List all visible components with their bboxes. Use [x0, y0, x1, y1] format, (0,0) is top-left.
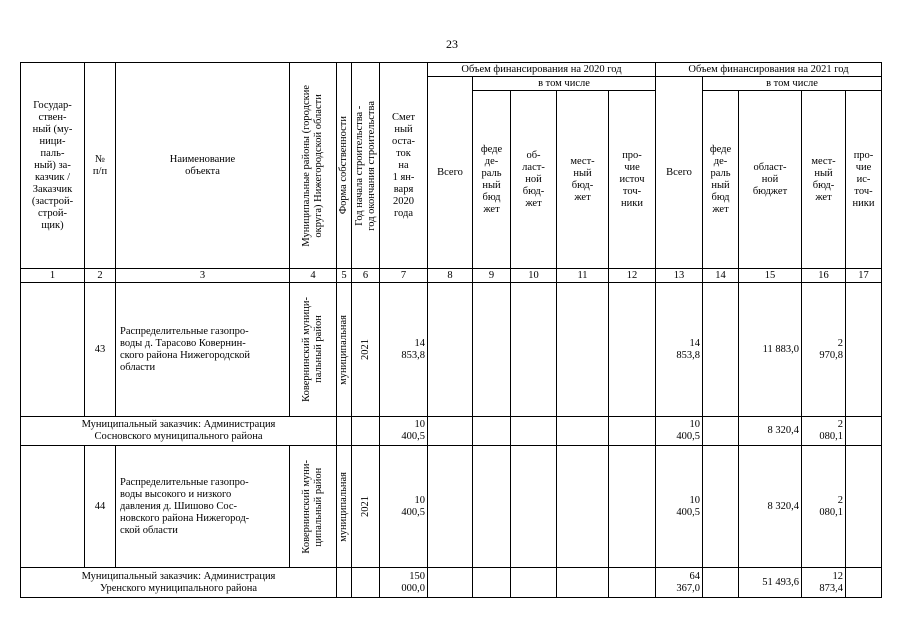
local-2021-value: 12 873,4	[802, 568, 846, 598]
col-number: 10	[511, 269, 557, 283]
regional-2021-value: 8 320,4	[739, 446, 802, 568]
col-number: 5	[337, 269, 352, 283]
empty-cell	[609, 283, 656, 417]
empty-cell	[609, 446, 656, 568]
years: 2021	[359, 496, 371, 517]
col-number: 9	[473, 269, 511, 283]
header-fin-2020: Объем финансирования на 2020 год	[428, 63, 656, 77]
col-number: 13	[656, 269, 703, 283]
total-2021-value: 64 367,0	[656, 568, 703, 598]
ownership-cell	[337, 283, 352, 417]
col-number: 16	[802, 269, 846, 283]
empty-cell	[557, 417, 609, 446]
total-2021-value: 10 400,5	[656, 417, 703, 446]
total-2021-value: 14 853,8	[656, 283, 703, 417]
financing-table	[20, 62, 882, 598]
col-number: 8	[428, 269, 473, 283]
empty-cell	[703, 417, 739, 446]
municipality: Ковернинский муни- ципальный район	[301, 459, 324, 554]
header-other-2020: про- чие источ точ- ники	[609, 91, 656, 269]
local-2021-value: 2 970,8	[802, 283, 846, 417]
empty-cell	[511, 446, 557, 568]
empty-cell	[557, 283, 609, 417]
header-municipality: Муниципальные районы (городские округа) Нижегородской области	[301, 84, 324, 247]
header-municipality-cell	[290, 63, 337, 269]
empty-cell	[846, 283, 882, 417]
empty-cell	[609, 568, 656, 598]
row-num: 44	[85, 446, 116, 568]
empty-cell	[846, 446, 882, 568]
empty-cell	[428, 446, 473, 568]
empty-cell	[511, 568, 557, 598]
empty-cell	[337, 568, 352, 598]
local-2021-value: 2 080,1	[802, 446, 846, 568]
empty-cell	[428, 568, 473, 598]
total-2021-value: 10 400,5	[656, 446, 703, 568]
empty-cell	[473, 568, 511, 598]
col-number: 15	[739, 269, 802, 283]
empty-cell	[337, 417, 352, 446]
header-total-2021: Всего	[656, 77, 703, 269]
municipality-cell	[290, 446, 337, 568]
column-number-row	[21, 269, 882, 283]
ownership: муниципальная	[338, 314, 349, 385]
col-number: 7	[380, 269, 428, 283]
col-number: 3	[116, 269, 290, 283]
header-total-2020: Всего	[428, 77, 473, 269]
empty-cell	[846, 568, 882, 598]
empty-cell	[473, 446, 511, 568]
remaining-value: 10 400,5	[380, 417, 428, 446]
header-regional-2020: об- ласт- ной бюд- жет	[511, 91, 557, 269]
empty-cell	[21, 283, 85, 417]
empty-cell	[846, 417, 882, 446]
header-object-name: Наименование объекта	[116, 63, 290, 269]
regional-2021-value: 51 493,6	[739, 568, 802, 598]
empty-cell	[473, 417, 511, 446]
header-fin-2021: Объем финансирования на 2021 год	[656, 63, 882, 77]
customer-row	[21, 568, 882, 598]
empty-cell	[428, 417, 473, 446]
header-local-2021: мест- ный бюд- жет	[802, 91, 846, 269]
empty-cell	[352, 417, 380, 446]
empty-cell	[703, 568, 739, 598]
page-number: 23	[446, 37, 458, 51]
empty-cell	[352, 568, 380, 598]
col-number: 1	[21, 269, 85, 283]
empty-cell	[473, 283, 511, 417]
object-name: Распределительные газопро- воды д. Тарасово Ковернин- ского района Нижегородской области	[116, 283, 290, 417]
remaining-value: 10 400,5	[380, 446, 428, 568]
header-customer: Государ- ствен- ный (му- ници- паль- ный) за- казчик / Заказчик (застрой- строй- щик)	[21, 63, 85, 269]
col-number: 11	[557, 269, 609, 283]
regional-2021-value: 11 883,0	[739, 283, 802, 417]
header-federal-2020: феде де- раль ный бюд жет	[473, 91, 511, 269]
years: 2021	[359, 339, 371, 360]
empty-cell	[511, 417, 557, 446]
header-regional-2021: област- ной бюджет	[739, 91, 802, 269]
empty-cell	[703, 283, 739, 417]
municipality-cell	[290, 283, 337, 417]
col-number: 14	[703, 269, 739, 283]
col-number: 4	[290, 269, 337, 283]
municipality: Ковернинский муници- пальный район	[301, 297, 324, 402]
header-including-2020: в том числе	[473, 77, 656, 91]
customer-label: Муниципальный заказчик: Администрация Сосновского муниципального района	[21, 417, 337, 446]
header-local-2020: мест- ный бюд- жет	[557, 91, 609, 269]
col-number: 6	[352, 269, 380, 283]
empty-cell	[428, 283, 473, 417]
empty-cell	[21, 446, 85, 568]
header-including-2021: в том числе	[703, 77, 882, 91]
header-num: № п/п	[85, 63, 116, 269]
empty-cell	[557, 568, 609, 598]
customer-row	[21, 417, 882, 446]
customer-label: Муниципальный заказчик: Администрация Уренского муниципального района	[21, 568, 337, 598]
years-cell	[352, 446, 380, 568]
header-years: Год начала строительства - год окончания строительства	[353, 100, 377, 231]
header-ownership-cell	[337, 63, 352, 269]
col-number: 2	[85, 269, 116, 283]
header-remaining: Смет ный оста- ток на 1 ян- варя 2020 года	[380, 63, 428, 269]
header-federal-2021: феде де- раль ный бюд жет	[703, 91, 739, 269]
table-row	[21, 446, 882, 568]
empty-cell	[511, 283, 557, 417]
object-name: Распределительные газопро- воды высокого и низкого давления д. Шишово Сос- новского района Нижегород- ской области	[116, 446, 290, 568]
remaining-value: 14 853,8	[380, 283, 428, 417]
row-num: 43	[85, 283, 116, 417]
local-2021-value: 2 080,1	[802, 417, 846, 446]
table-row	[21, 283, 882, 417]
header-years-cell	[352, 63, 380, 269]
remaining-value: 150 000,0	[380, 568, 428, 598]
regional-2021-value: 8 320,4	[739, 417, 802, 446]
empty-cell	[609, 417, 656, 446]
ownership-cell	[337, 446, 352, 568]
col-number: 17	[846, 269, 882, 283]
col-number: 12	[609, 269, 656, 283]
years-cell	[352, 283, 380, 417]
empty-cell	[557, 446, 609, 568]
header-ownership: Форма собственности	[338, 116, 349, 215]
ownership: муниципальная	[338, 471, 349, 542]
empty-cell	[703, 446, 739, 568]
header-other-2021: про- чие ис- точ- ники	[846, 91, 882, 269]
